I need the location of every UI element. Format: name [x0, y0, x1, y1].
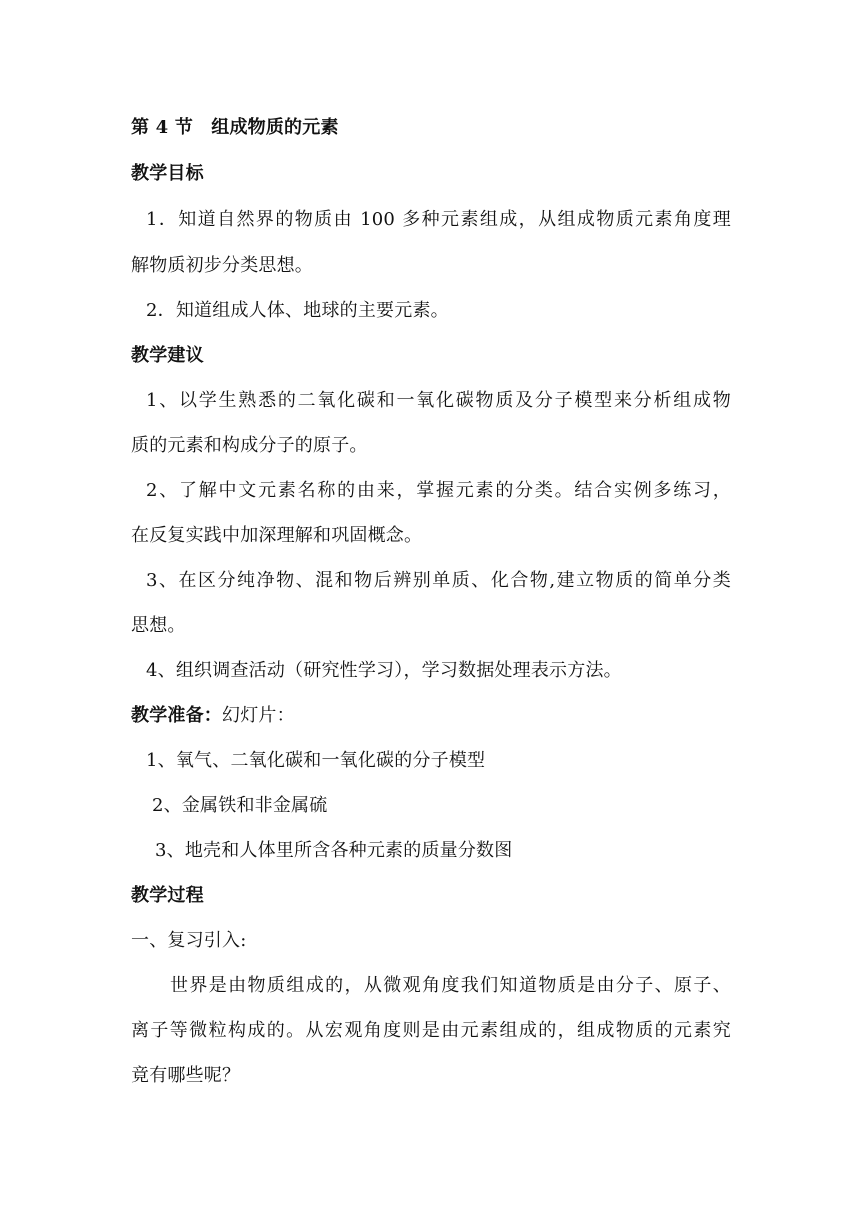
suggestions-item-1-line-2: 质的元素和构成分子的原子。 — [131, 435, 368, 456]
preparation-item-3: 3、地壳和人体里所含各种元素的质量分数图 — [155, 840, 513, 861]
suggestions-item-2-line-1: 2、了解中文元素名称的由来，掌握元素的分类。结合实例多练习， — [146, 480, 731, 501]
preparation-item-2: 2、金属铁和非金属硫 — [152, 795, 328, 816]
process-paragraph-line-1: 世界是由物质组成的，从微观角度我们知道物质是由分子、原子、 — [170, 975, 731, 996]
suggestions-heading: 教学建议 — [131, 345, 204, 366]
process-heading: 教学过程 — [131, 885, 204, 906]
suggestions-item-4: 4、组织调查活动（研究性学习），学习数据处理表示方法。 — [146, 660, 622, 681]
preparation-line — [131, 704, 731, 728]
process-paragraph-line-3: 竟有哪些呢？ — [131, 1065, 241, 1086]
goals-item-1-line-1: 1．知道自然界的物质由 100 多种元素组成，从组成物质元素角度理 — [146, 209, 731, 230]
process-paragraph-line-2: 离子等微粒构成的。从宏观角度则是由元素组成的，组成物质的元素究 — [131, 1020, 731, 1041]
process-part-1-heading: 一、复习引入: — [131, 930, 247, 951]
suggestions-item-2-line-2: 在反复实践中加深理解和巩固概念。 — [131, 525, 423, 546]
suggestions-item-3-line-1: 3、在区分纯净物、混和物后辨别单质、化合物,建立物质的简单分类 — [146, 570, 731, 591]
preparation-item-1: 1、氧气、二氧化碳和一氧化碳的分子模型 — [146, 750, 486, 771]
goals-item-1-line-2: 解物质初步分类思想。 — [131, 255, 313, 276]
section-title: 第 4 节 组成物质的元素 — [131, 117, 339, 138]
goals-heading: 教学目标 — [131, 163, 204, 184]
preparation-heading-suffix: 幻灯片： — [222, 705, 295, 726]
preparation-heading: 教学准备： — [131, 705, 222, 726]
suggestions-item-3-line-2: 思想。 — [131, 615, 186, 636]
suggestions-item-1-line-1: 1、以学生熟悉的二氧化碳和一氧化碳物质及分子模型来分析组成物 — [146, 390, 731, 411]
goals-item-2: 2．知道组成人体、地球的主要元素。 — [146, 300, 449, 321]
